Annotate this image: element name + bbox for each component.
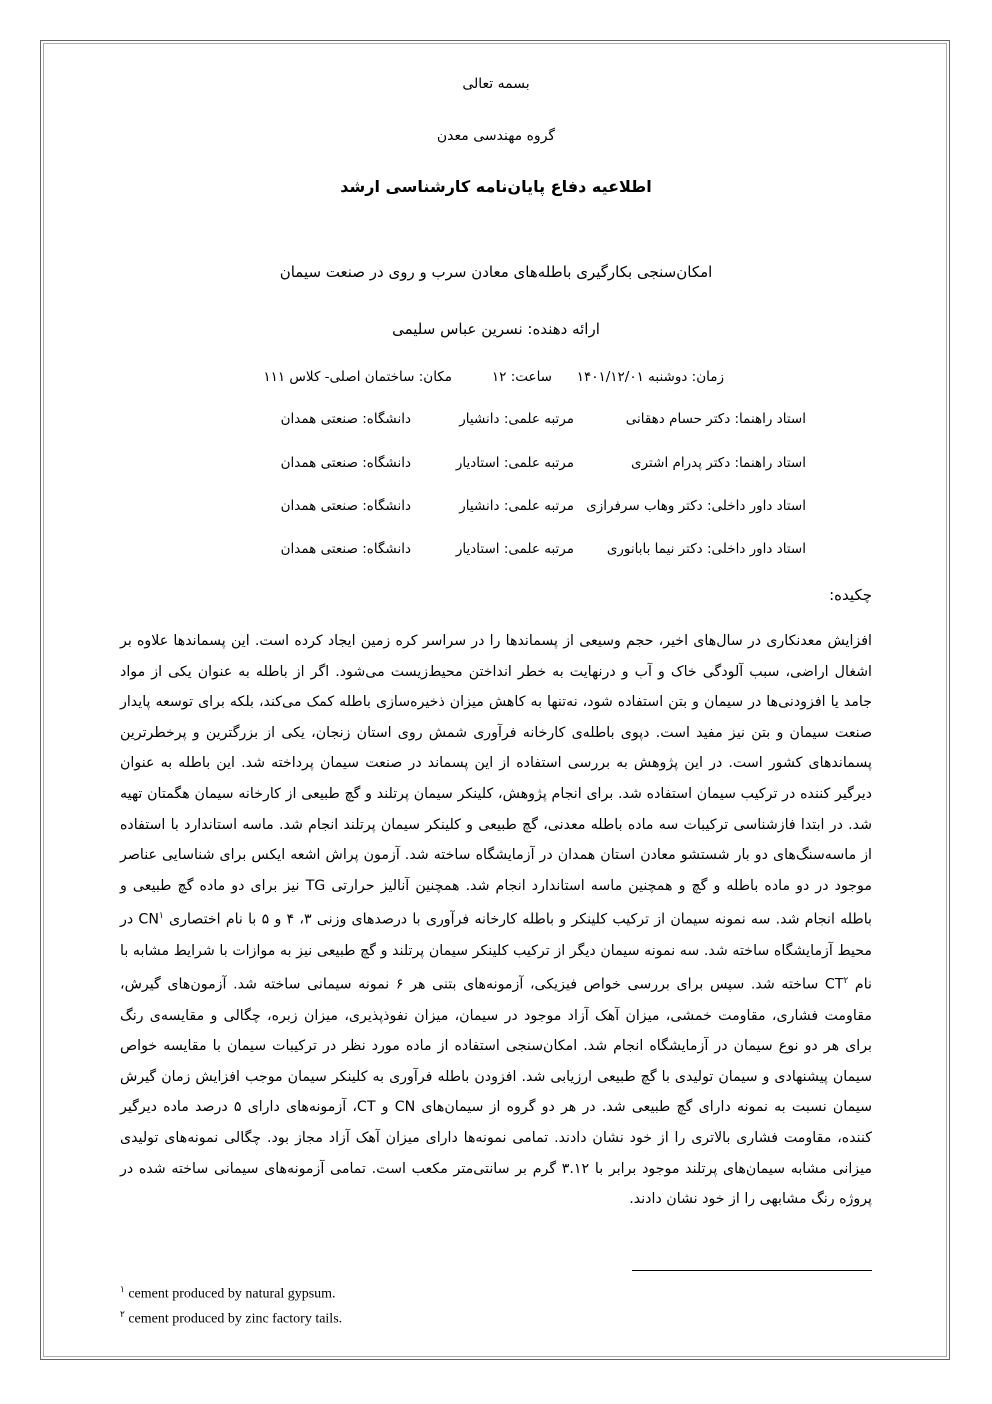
footnote-ref: ۱ xyxy=(158,911,164,922)
invocation: بسمه تعالی xyxy=(462,76,530,92)
footnote xyxy=(120,1309,342,1328)
committee-rank: مرتبه علمی: استادیار xyxy=(455,541,574,557)
footnote-ref: ۲ xyxy=(843,976,849,987)
defense-date: زمان: دوشنبه ۱۴۰۱/۱۲/۰۱ xyxy=(576,369,724,385)
defense-place: مکان: ساختمان اصلی- کلاس ۱۱۱ xyxy=(263,369,452,385)
committee-rank: مرتبه علمی: استادیار xyxy=(455,455,574,471)
footnote-text: cement produced by natural gypsum. xyxy=(124,1286,336,1302)
abstract-body xyxy=(120,626,872,1215)
presenter: ارائه دهنده: نسرین عباس سلیمی xyxy=(392,320,600,338)
announcement-title: اطلاعیه دفاع پایان‌نامه کارشناسی ارشد xyxy=(340,177,652,196)
defense-time: ساعت: ۱۲ xyxy=(491,369,552,385)
committee-university: دانشگاه: صنعتی همدان xyxy=(280,541,411,557)
footnote xyxy=(120,1284,336,1303)
committee-role: استاد داور داخلی: دکتر وهاب سرفرازی xyxy=(586,498,806,514)
committee-rank: مرتبه علمی: دانشیار xyxy=(459,411,574,427)
department-name: گروه مهندسی معدن xyxy=(436,128,556,144)
abstract-text: افزایش معدنکاری در سال‌های اخیر، حجم وسیعی از پسماندها را در سراسر کره زمین ایجاد کرده است. این پسماندها علاوه بر اشغال اراضی، سبب آلودگی خاک و آب و درنهایت به خطر انداختن محیط‌زیست می‌شود. اگر از باطله به عنوان یکی از مواد جامد یا افزودنی‌ها در سیمان و بتن استفاده شود، نه‌تنها به کاهش میزان ذخیره‌سازی باطله کمک می‌کند، بلکه برای توسعه پایدار صنعت سیمان و بتن نیز مفید است. دپوی باطله‌ی کارخانه فرآوری شمش روی استان زنجان، یکی از بزرگترین و پرخطرترین پسماندهای کشور است. در این پژوهش به بررسی استفاده از این پسماند در صنعت سیمان پرداخته شد. این باطله به عنوان دیرگیر کننده در ترکیب سیمان استفاده شد. برای انجام پژوهش، کلینکر سیمان پرتلند و گچ طبیعی از کارخانه سیمان هگمتان تهیه شد. در ابتدا فازشناسی ترکیبات سه ماده باطله معدنی، گچ طبیعی و کلینکر سیمان پرتلند انجام شد. ماسه استاندارد با استفاده از ماسه‌سنگ‌های دو بار شستشو معادن استان همدان در آزمایشگاه ساخته شد. آزمون پراش اشعه ایکس برای شناسایی عناصر موجود در دو ماده باطله و گچ و همچنین ماسه استاندارد انجام شد. همچنین آنالیز حرارتی TG نیز برای دو ماده گچ طبیعی و باطله انجام شد. سه نمونه سیمان از ترکیب کلینکر و باطله کارخانه فرآوری با درصدهای وزنی ۳، ۴ و ۵ با نام اختصاری CN xyxy=(120,633,872,929)
committee-rank: مرتبه علمی: دانشیار xyxy=(459,498,574,514)
abstract-text: در محیط آزمایشگاه ساخته شد. سه نمونه سیمان دیگر از ترکیب کلینکر سیمان پرتلند و گچ طبیعی نیز به موازات با شرایط مشابه با نام CT xyxy=(120,912,872,993)
committee-role: استاد راهنما: دکتر پدرام اشتری xyxy=(631,455,806,471)
footnote-text: cement produced by zinc factory tails. xyxy=(124,1311,343,1327)
committee-university: دانشگاه: صنعتی همدان xyxy=(280,411,411,427)
committee-university: دانشگاه: صنعتی همدان xyxy=(280,455,411,471)
committee-role: استاد داور داخلی: دکتر نیما بابانوری xyxy=(606,541,806,557)
footnote-mark: ۲ xyxy=(120,1309,125,1319)
committee-role: استاد راهنما: دکتر حسام دهقانی xyxy=(625,411,806,427)
abstract-heading: چکیده: xyxy=(829,586,872,604)
committee-university: دانشگاه: صنعتی همدان xyxy=(280,498,411,514)
footnote-separator xyxy=(632,1270,872,1271)
footnote-mark: ۱ xyxy=(120,1284,125,1294)
abstract-text: ساخته شد. سپس برای بررسی خواص فیزیکی، آزمونه‌های بتنی هر ۶ نمونه سیمانی ساخته شد. آزمون‌های گیرش، مقاومت فشاری، مقاومت خمشی، میزان آهک آزاد موجود در سیمان، میزان نفوذپذیری، میزان زبره، چگالی و مقایسه‌ی رنگ برای هر دو نوع سیمان در آزمایشگاه انجام شد. امکان‌سنجی استفاده از ماده مورد نظر در ترکیبات سیمان با مقایسه خواص سیمان پیشنهادی و سیمان تولیدی با گچ طبیعی ارزیابی شد. افزودن باطله فرآوری به کلینکر سیمان موجب افزایش زمان گیرش سیمان نسبت به نمونه دارای گچ طبیعی شد. در هر دو گروه از سیمان‌های CN و CT، آزمونه‌های دارای ۵ درصد ماده دیرگیر کننده، مقاومت فشاری بالاتری را از خود نشان دادند. تمامی نمونه‌ها دارای میزان آهک آزاد مجاز بود. چگالی نمونه‌های تولیدی میزانی مشابه سیمان‌های پرتلند موجود برابر با ۳.۱۲ گرم بر سانتی‌متر مکعب است. تمامی آزمونه‌های سیمانی ساخته شده در پروژه رنگ مشابهی را از خود نشان دادند. xyxy=(120,977,872,1208)
thesis-title: امکان‌سنجی بکارگیری باطله‌های معادن سرب و روی در صنعت سیمان xyxy=(279,263,713,281)
